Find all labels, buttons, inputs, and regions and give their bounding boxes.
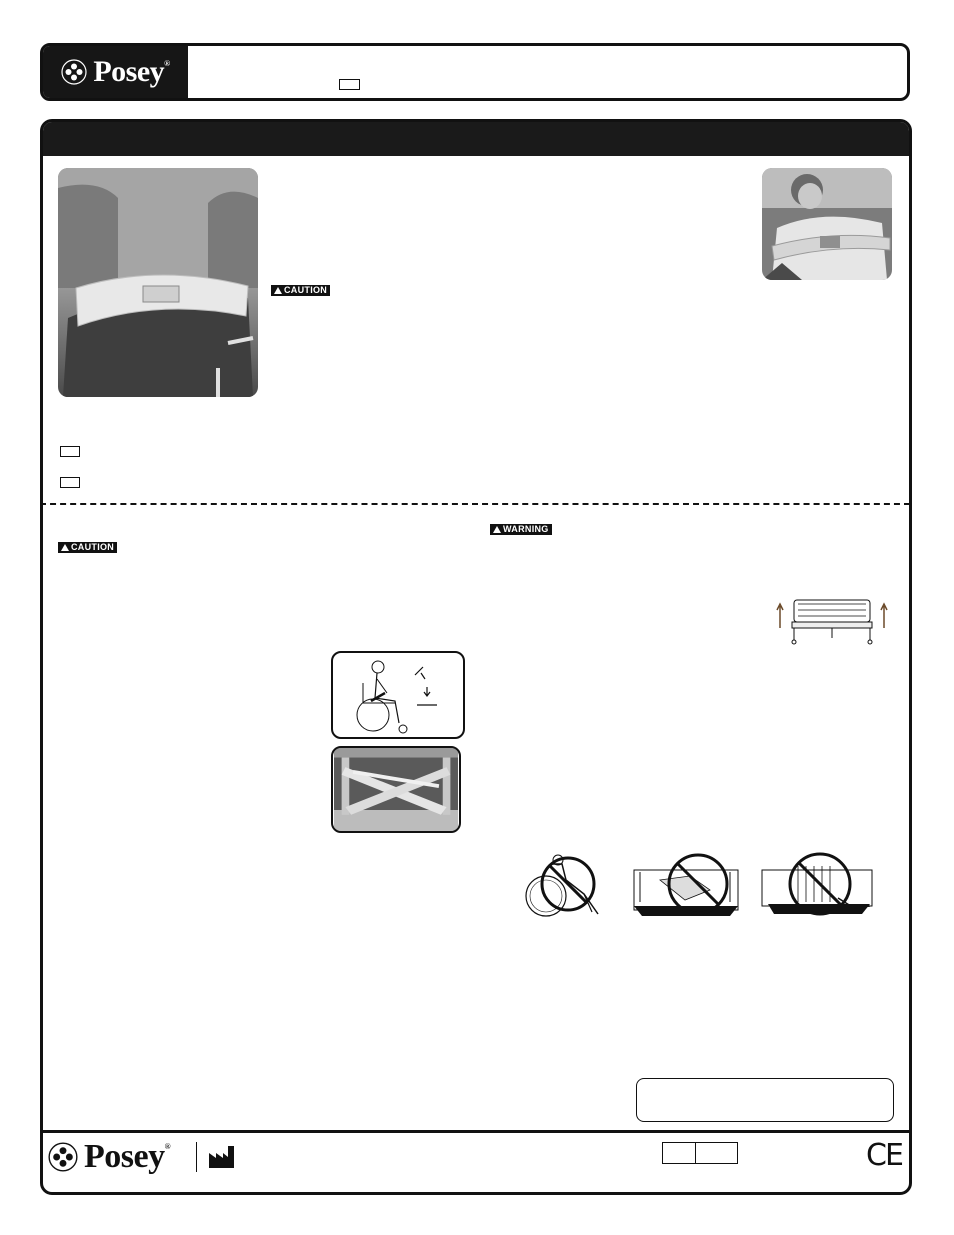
no-bed-entrapment-illustration (630, 850, 742, 920)
arrow-up-icon (777, 604, 783, 628)
footer-brand: Posey® (84, 1138, 171, 1175)
ce-mark: CE (866, 1138, 902, 1173)
section-separator (40, 503, 910, 505)
arrow-up-icon (881, 604, 887, 628)
bed-side-rails-illustration (774, 590, 890, 646)
warning-badge: WARNING (490, 524, 552, 535)
header-box (40, 43, 910, 101)
footer-divider (196, 1142, 197, 1172)
wheelchair-posture-illustration (331, 651, 465, 739)
header-checkbox[interactable] (339, 79, 360, 90)
caution-triangle-icon (61, 544, 69, 551)
option-checkbox-1[interactable] (60, 446, 80, 457)
under-seat-strap-photo (331, 746, 461, 833)
belt-wheelchair-photo (58, 168, 258, 397)
caution-badge-top: CAUTION (271, 285, 330, 296)
title-bar (43, 122, 909, 156)
footer-rule (40, 1130, 912, 1133)
caution-badge-bottom: CAUTION (58, 542, 117, 553)
option-checkbox-2[interactable] (60, 477, 80, 488)
posey-emblem-icon (48, 1142, 78, 1172)
footer-logo (48, 1138, 170, 1176)
posey-emblem-icon (61, 59, 87, 85)
belt-bed-photo (762, 168, 892, 280)
header-brand: Posey® (93, 55, 170, 88)
no-wheelchair-slide-illustration (522, 850, 604, 922)
warning-triangle-icon (493, 526, 501, 533)
caution-triangle-icon (274, 287, 282, 294)
no-rail-entrapment-illustration (758, 848, 882, 922)
info-box (636, 1078, 894, 1122)
lot-box (662, 1142, 738, 1164)
header-logo (43, 46, 188, 98)
manufacturer-factory-icon (208, 1145, 236, 1169)
